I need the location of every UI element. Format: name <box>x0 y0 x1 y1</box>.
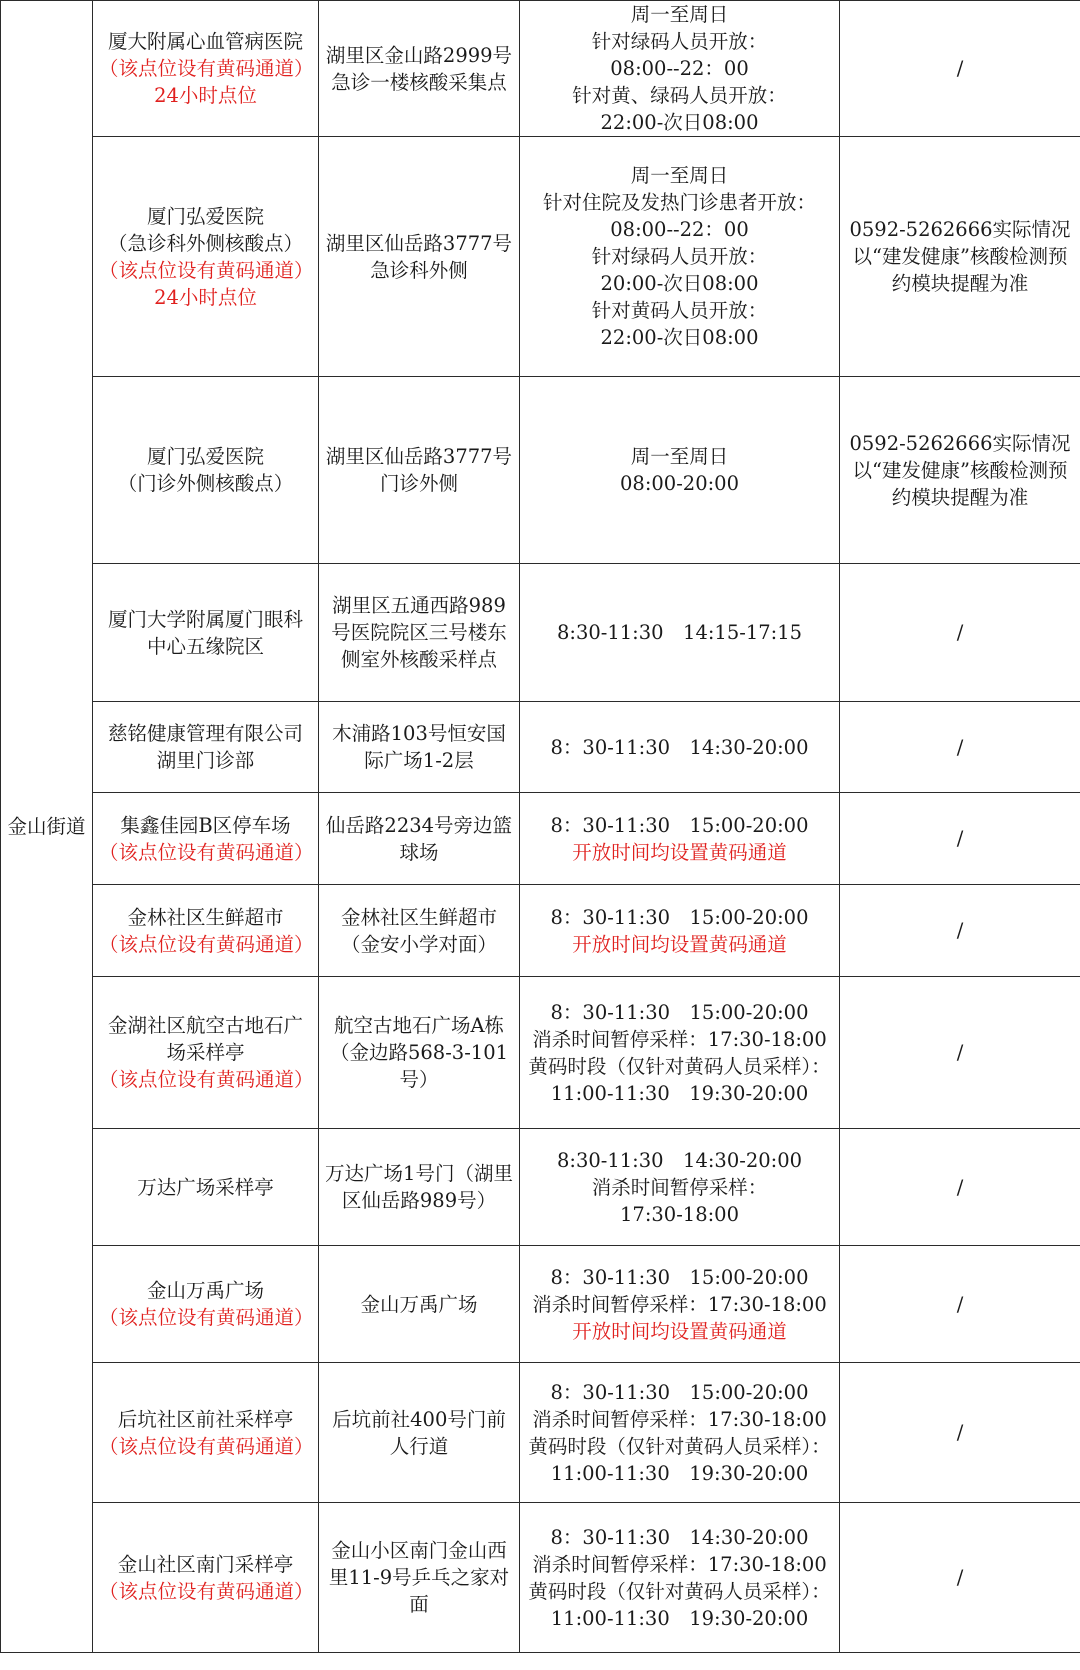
address-cell: 金林社区生鲜超市（金安小学对面） <box>319 885 520 977</box>
site-name-cell <box>93 977 319 1129</box>
hours-cell-line: 周一至周日 <box>630 3 729 26</box>
hours-cell-line: 周一至周日 <box>630 164 729 187</box>
notice-text: 开放时间均设置黄码通道 <box>572 840 787 864</box>
site-name-cell-line: 厦门大学附属厦门眼科中心五缘院区 <box>107 607 303 658</box>
table-row <box>1 885 1080 977</box>
site-name-cell-line: 金山社区南门采样亭 <box>117 1552 294 1576</box>
hours-cell-line: 黄码时段（仅针对黄码人员采样）： <box>528 1054 831 1078</box>
address-cell: 湖里区仙岳路3777号门诊外侧 <box>319 377 520 564</box>
site-name-cell-line: 集鑫佳园B区停车场 <box>120 813 291 837</box>
notice-text: （该点位设有黄码通道） <box>99 1579 314 1603</box>
hours-cell-line: 8：30-11:30 15:00-20:00 <box>550 1000 809 1024</box>
address-cell: 仙岳路2234号旁边篮球场 <box>319 793 520 885</box>
site-name-cell-line: 万达广场采样亭 <box>137 1175 274 1199</box>
note-cell: / <box>840 977 1080 1129</box>
site-name-cell <box>93 702 319 793</box>
hours-cell-line: 20:00-次日08:00 <box>600 272 759 295</box>
district-cell: 金山街道 <box>1 1 93 1653</box>
address-cell: 后坑前社400号门前人行道 <box>319 1363 520 1503</box>
note-cell: 0592-5262666实际情况以“建发健康”核酸检测预约模块提醒为准 <box>840 377 1080 564</box>
hours-cell <box>520 1363 840 1503</box>
hours-cell-line: 8：30-11:30 14:30-20:00 <box>550 1525 809 1549</box>
site-name-cell <box>93 564 319 702</box>
hours-cell-line: 11:00-11:30 19:30-20:00 <box>550 1606 809 1630</box>
notice-text: 24小时点位 <box>154 84 257 107</box>
site-name-cell-line: （急诊科外侧核酸点） <box>107 231 303 255</box>
hours-cell-line: 8：30-11:30 15:00-20:00 <box>550 1265 809 1289</box>
note-cell: / <box>840 1246 1080 1363</box>
hours-cell <box>520 137 840 377</box>
notice-text: 开放时间均设置黄码通道 <box>572 932 787 956</box>
address-cell: 木浦路103号恒安国际广场1-2层 <box>319 702 520 793</box>
hours-cell <box>520 793 840 885</box>
address-cell: 万达广场1号门（湖里区仙岳路989号） <box>319 1129 520 1246</box>
hours-cell-line: 针对住院及发热门诊患者开放： <box>542 191 816 214</box>
site-name-cell-line: 厦门弘爱医院 <box>146 204 264 228</box>
hours-cell-line: 消杀时间暂停采样：17:30-18:00 <box>532 1027 827 1051</box>
address-cell: 航空古地石广场A栋（金边路568-3-101号） <box>319 977 520 1129</box>
hours-cell <box>520 564 840 702</box>
hours-cell-line: 22:00-次日08:00 <box>600 326 759 349</box>
site-name-cell <box>93 377 319 564</box>
hours-cell-line: 针对黄码人员开放： <box>591 299 768 322</box>
site-name-cell-line: 厦大附属心血管病医院 <box>107 30 303 53</box>
note-cell: / <box>840 564 1080 702</box>
table-row <box>1 1129 1080 1246</box>
hours-cell-line: 周一至周日 <box>630 445 729 468</box>
table-row <box>1 137 1080 377</box>
site-name-cell <box>93 793 319 885</box>
address-cell: 湖里区仙岳路3777号急诊科外侧 <box>319 137 520 377</box>
hours-cell <box>520 1129 840 1246</box>
notice-text: （该点位设有黄码通道） <box>99 1306 314 1329</box>
note-cell: / <box>840 1129 1080 1246</box>
site-name-cell <box>93 1129 319 1246</box>
hours-cell <box>520 977 840 1129</box>
hours-cell-line: 8：30-11:30 15:00-20:00 <box>550 905 809 929</box>
hours-cell-line: 针对绿码人员开放： <box>591 30 768 53</box>
table-row <box>1 702 1080 793</box>
address-cell: 湖里区五通西路989号医院院区三号楼东侧室外核酸采样点 <box>319 564 520 702</box>
notice-text: （该点位设有黄码通道） <box>99 932 314 956</box>
hours-cell-line: 8：30-11:30 15:00-20:00 <box>550 813 809 837</box>
hours-cell-line: 黄码时段（仅针对黄码人员采样）： <box>528 1434 831 1458</box>
hours-cell <box>520 702 840 793</box>
table-row <box>1 977 1080 1129</box>
notice-text: 24小时点位 <box>154 285 257 309</box>
hours-cell-line: 消杀时间暂停采样：17:30-18:00 <box>532 1407 827 1431</box>
address-cell: 金山小区南门金山西里11-9号乒乓之家对面 <box>319 1503 520 1653</box>
hours-cell <box>520 885 840 977</box>
notice-text: （该点位设有黄码通道） <box>99 57 314 80</box>
site-name-cell-line: 金林社区生鲜超市 <box>127 905 284 929</box>
notice-text: 开放时间均设置黄码通道 <box>572 1319 787 1343</box>
table-row <box>1 377 1080 564</box>
site-name-cell-line: 厦门弘爱医院 <box>146 445 264 468</box>
hours-cell-line: 22:00-次日08:00 <box>600 111 759 134</box>
hours-cell-line: 17:30-18:00 <box>620 1202 739 1226</box>
hours-cell <box>520 1 840 137</box>
hours-cell-line: 8:30-11:30 14:15-17:15 <box>556 621 803 644</box>
hours-cell-line: 消杀时间暂停采样：17:30-18:00 <box>532 1552 827 1576</box>
site-name-cell <box>93 137 319 377</box>
site-name-cell <box>93 1503 319 1653</box>
hours-cell <box>520 377 840 564</box>
site-name-cell-line: 慈铭健康管理有限公司湖里门诊部 <box>107 722 303 772</box>
site-name-cell <box>93 1 319 137</box>
note-cell: 0592-5262666实际情况以“建发健康”核酸检测预约模块提醒为准 <box>840 137 1080 377</box>
note-cell: / <box>840 1 1080 137</box>
site-name-cell <box>93 885 319 977</box>
site-name-cell-line: （门诊外侧核酸点） <box>117 472 294 495</box>
hours-cell-line: 11:00-11:30 19:30-20:00 <box>550 1081 809 1105</box>
hours-cell-line: 针对绿码人员开放： <box>591 245 768 268</box>
address-cell: 金山万禹广场 <box>319 1246 520 1363</box>
note-cell: / <box>840 1363 1080 1503</box>
hours-cell <box>520 1503 840 1653</box>
hours-cell-line: 黄码时段（仅针对黄码人员采样）： <box>528 1579 831 1603</box>
hours-cell-line: 消杀时间暂停采样：17:30-18:00 <box>532 1292 827 1316</box>
hours-cell-line: 8：30-11:30 15:00-20:00 <box>550 1380 809 1404</box>
notice-text: （该点位设有黄码通道） <box>99 1068 314 1091</box>
note-cell: / <box>840 702 1080 793</box>
site-name-cell <box>93 1363 319 1503</box>
note-cell: / <box>840 885 1080 977</box>
note-cell: / <box>840 1503 1080 1653</box>
hours-cell <box>520 1246 840 1363</box>
site-name-cell <box>93 1246 319 1363</box>
hours-cell-line: 8:30-11:30 14:30-20:00 <box>556 1148 803 1172</box>
notice-text: （该点位设有黄码通道） <box>99 1434 314 1458</box>
table-row <box>1 1363 1080 1503</box>
notice-text: （该点位设有黄码通道） <box>99 258 314 282</box>
hours-cell-line: 消杀时间暂停采样： <box>591 1175 768 1199</box>
hours-cell-line: 11:00-11:30 19:30-20:00 <box>550 1461 809 1485</box>
hours-cell-line: 08:00-20:00 <box>620 472 739 495</box>
address-cell: 湖里区金山路2999号急诊一楼核酸采集点 <box>319 1 520 137</box>
notice-text: （该点位设有黄码通道） <box>99 840 314 864</box>
hours-cell-line: 8：30-11:30 14:30-20:00 <box>550 735 809 759</box>
site-name-cell-line: 后坑社区前社采样亭 <box>117 1407 294 1431</box>
hours-cell-line: 08:00--22：00 <box>610 218 749 241</box>
note-cell: / <box>840 793 1080 885</box>
hours-cell-line: 08:00--22：00 <box>610 57 749 80</box>
site-name-cell-line: 金湖社区航空古地石广场采样亭 <box>107 1014 303 1064</box>
table-row <box>1 793 1080 885</box>
table-row <box>1 1503 1080 1653</box>
table-row <box>1 564 1080 702</box>
hours-cell-line: 针对黄、绿码人员开放： <box>572 84 787 107</box>
table-row <box>1 1 1080 137</box>
site-name-cell-line: 金山万禹广场 <box>146 1279 264 1302</box>
table-row <box>1 1246 1080 1363</box>
